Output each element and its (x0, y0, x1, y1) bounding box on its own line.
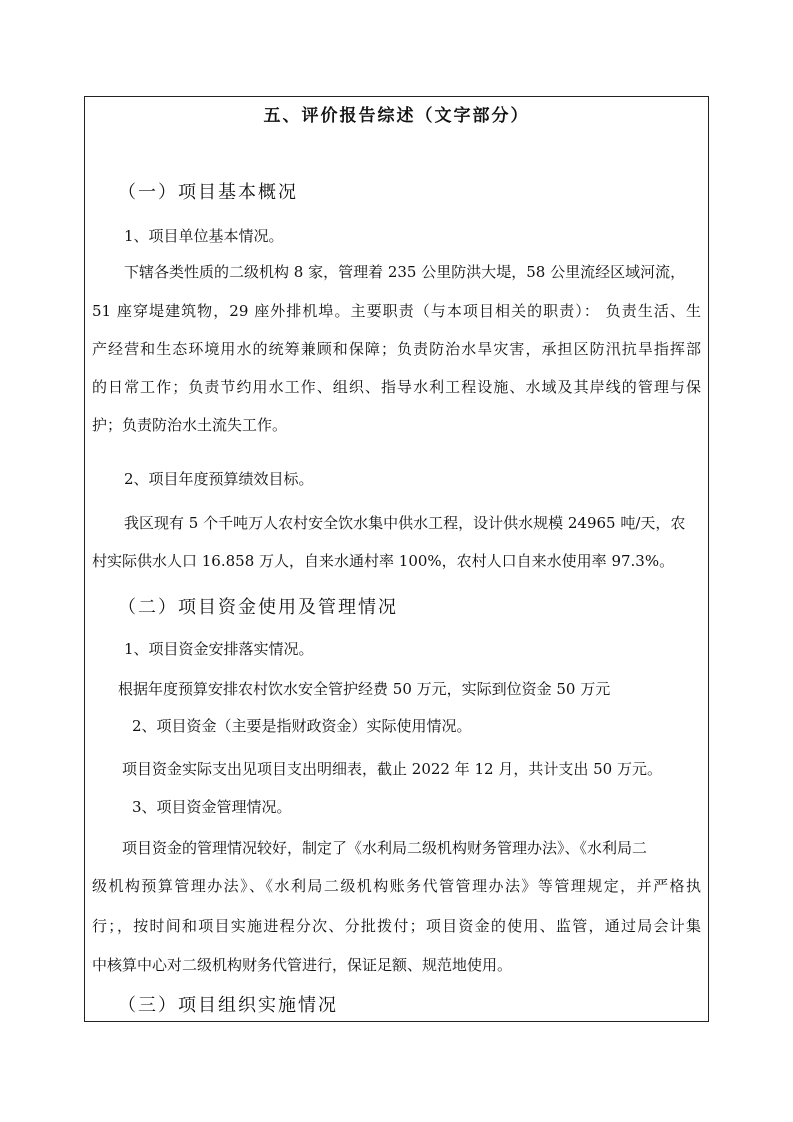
page-title: 五、评价报告综述（文字部分） (263, 106, 530, 126)
paragraph-line: 村实际供水人口 16.858 万人，自来水通村率 100%，农村人口自来水使用率 97.3%。 (92, 552, 675, 570)
paragraph-line: 的日常工作；负责节约用水工作、组织、指导水利工程设施、水域及其岸线的管理与保 (92, 378, 701, 396)
section-1-item-1-label: 1、项目单位基本情况。 (124, 227, 284, 245)
paragraph-line: 产经营和生态环境用水的统筹兼顾和保障；负责防治水旱灾害，承担区防汛抗旱指挥部 (92, 340, 701, 358)
paragraph-line: 下辖各类性质的二级机构 8 家，管理着 235 公里防洪大堤，58 公里流经区域河流， (124, 263, 686, 281)
section-2-item-2-label: 2、项目资金（主要是指财政资金）实际使用情况。 (132, 717, 472, 735)
paragraph-line: 根据年度预算安排农村饮水安全管护经费 50 万元，实际到位资金 50 万元 (118, 680, 611, 698)
paragraph-line: 51 座穿堤建筑物，29 座外排机埠。主要职责（与本项目相关的职责）： 负责生活、生 (92, 302, 701, 320)
paragraph-line: 我区现有 5 个千吨万人农村安全饮水集中供水工程，设计供水规模 24965 吨/天，农 (124, 514, 686, 532)
section-1-heading: （一）项目基本概况 (118, 182, 298, 203)
section-2-heading: （二）项目资金使用及管理情况 (118, 597, 398, 618)
section-3-heading: （三）项目组织实施情况 (118, 995, 338, 1016)
paragraph-line: 项目资金实际支出见项目支出明细表，截止 2022 年 12 月，共计支出 50 万元。 (122, 760, 662, 778)
paragraph-line: 护；负责防治水土流失工作。 (92, 416, 288, 434)
paragraph-line: 行；，按时间和项目实施进程分次、分批拨付；项目资金的使用、监管，通过局会计集 (92, 917, 701, 935)
section-1-item-2-label: 2、项目年度预算绩效目标。 (124, 470, 314, 488)
paragraph-line: 项目资金的管理情况较好，制定了《水利局二级机构财务管理办法》、《水利局二 (122, 839, 648, 857)
section-2-item-1-label: 1、项目资金安排落实情况。 (124, 640, 314, 658)
paragraph-line: 级机构预算管理办法》、《水利局二级机构账务代管管理办法》等管理规定，并严格执 (92, 877, 701, 895)
section-2-item-3-label: 3、项目资金管理情况。 (132, 798, 292, 816)
paragraph-line: 中核算中心对二级机构财务代管进行，保证足额、规范地使用。 (92, 956, 513, 974)
